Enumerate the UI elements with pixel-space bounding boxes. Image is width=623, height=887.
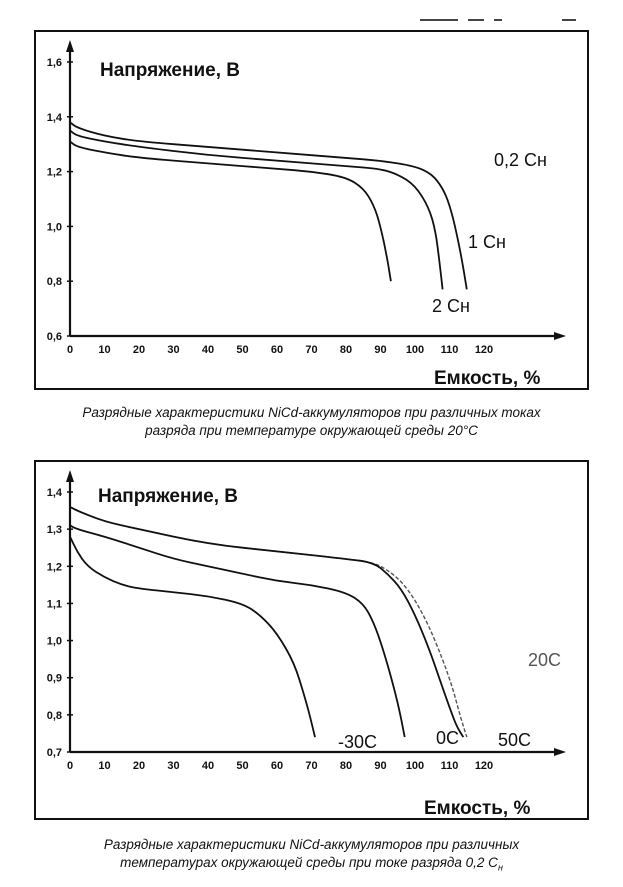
x-tick-label: 30 <box>167 344 180 356</box>
x-tick-label: 100 <box>405 760 425 772</box>
y-axis-arrow <box>66 470 74 482</box>
decorative-mark <box>468 19 484 21</box>
y-tick-label: 1,4 <box>46 111 62 124</box>
x-tick-label: 90 <box>374 760 387 772</box>
x-tick-label: 100 <box>405 344 425 356</box>
x-axis-arrow <box>554 748 566 756</box>
x-tick-label: 80 <box>339 344 353 356</box>
x-tick-label: 50 <box>236 760 249 772</box>
series-label: -30C <box>338 732 378 752</box>
chart-current-svg <box>36 32 587 388</box>
x-tick-label: 70 <box>305 760 318 772</box>
series-line <box>70 131 443 290</box>
x-axis-title: Емкость, % <box>424 798 531 819</box>
y-tick-label: 1,0 <box>46 635 62 648</box>
x-tick-label: 120 <box>474 344 494 356</box>
y-tick-label: 1,2 <box>46 166 62 179</box>
x-tick-label: 10 <box>98 344 111 356</box>
series-line <box>70 525 405 737</box>
x-tick-label: 20 <box>132 344 146 356</box>
series-label: 20C <box>528 650 562 670</box>
x-axis-arrow <box>554 332 566 340</box>
series-line <box>70 122 467 289</box>
y-axis-arrow <box>66 40 74 52</box>
y-tick-label: 0,7 <box>46 747 62 759</box>
x-tick-label: 20 <box>132 760 146 772</box>
x-tick-label: 30 <box>167 760 180 772</box>
y-axis-title: Напряжение, В <box>98 486 238 507</box>
x-tick-label: 10 <box>98 760 111 772</box>
chart-panel-temperature <box>34 460 589 820</box>
y-tick-label: 1,0 <box>46 221 62 234</box>
series-line <box>70 537 315 738</box>
x-axis-title: Емкость, % <box>434 368 541 389</box>
caption-subscript: н <box>497 862 503 873</box>
chart-panel-current <box>34 30 589 390</box>
decorative-mark <box>420 19 458 21</box>
chart-temperature-svg <box>36 462 587 818</box>
series-line <box>70 142 391 282</box>
x-tick-label: 110 <box>440 760 459 772</box>
decorative-mark <box>562 19 576 21</box>
caption-line: Разрядные характеристики NiCd-аккумуляторов при различных токах <box>82 405 541 420</box>
caption-text: температурах окружающей среды при токе разряда 0,2 C <box>120 855 498 870</box>
y-axis-title: Напряжение, В <box>100 60 240 81</box>
y-tick-label: 0,8 <box>46 709 62 722</box>
x-tick-label: 60 <box>270 760 284 772</box>
x-tick-label: 120 <box>474 760 494 772</box>
x-tick-label: 110 <box>440 344 459 356</box>
x-tick-label: 0 <box>66 760 74 772</box>
series-label: 50C <box>498 730 532 750</box>
chart-caption-current <box>0 404 623 440</box>
x-tick-label: 40 <box>201 344 215 356</box>
chart-caption-temperature <box>0 836 623 877</box>
y-tick-label: 1,6 <box>46 57 62 69</box>
y-tick-label: 0,8 <box>46 276 62 289</box>
x-tick-label: 90 <box>374 344 387 356</box>
series-label: 0,2 Сн <box>494 150 547 170</box>
x-tick-label: 0 <box>66 344 74 356</box>
decorative-mark <box>494 19 502 21</box>
caption-line: Разрядные характеристики NiCd-аккумуляторов при различных <box>103 837 520 852</box>
series-label: 2 Сн <box>432 296 470 316</box>
x-tick-label: 60 <box>270 344 284 356</box>
series-label: 1 Сн <box>468 232 506 252</box>
series-label: 0C <box>436 728 460 748</box>
caption-line: разряда при температуре окружающей среды 20°C <box>145 423 478 438</box>
y-tick-label: 0,9 <box>46 672 62 685</box>
y-tick-label: 0,6 <box>46 331 62 343</box>
y-tick-label: 1,1 <box>46 598 62 611</box>
caption-line <box>0 854 623 877</box>
y-tick-label: 1,2 <box>46 561 62 574</box>
series-line <box>70 507 467 737</box>
x-tick-label: 80 <box>339 760 353 772</box>
y-tick-label: 1,3 <box>46 524 62 537</box>
x-tick-label: 40 <box>201 760 215 772</box>
x-tick-label: 70 <box>305 344 318 356</box>
x-tick-label: 50 <box>236 344 249 356</box>
y-tick-label: 1,4 <box>46 487 62 499</box>
